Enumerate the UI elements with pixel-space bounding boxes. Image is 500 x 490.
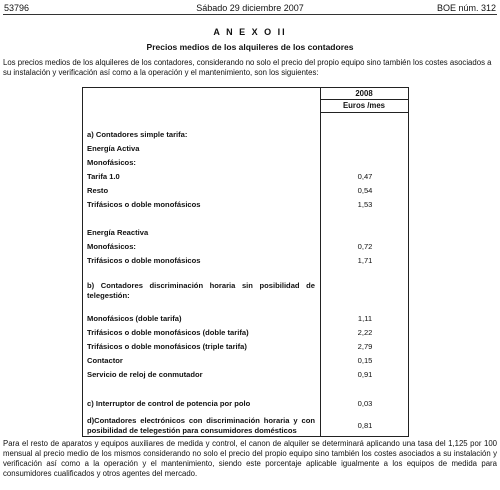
annex-subtitle: Precios medios de los alquileres de los contadores [146, 42, 354, 52]
row-value: 0,15 [357, 356, 373, 365]
row-value: 1,11 [357, 314, 373, 323]
row-label: Energía Reactiva [87, 228, 149, 237]
row-value: 0,47 [357, 172, 373, 181]
journal-issue: BOE núm. 312 [436, 3, 496, 13]
page-number: 53796 [4, 3, 30, 13]
year-header: 2008 [355, 89, 373, 98]
row-label: Trifásicos o doble monofásicos (triple tarifa) [87, 342, 247, 351]
annex-title: A N E X O II [213, 27, 287, 37]
intro-paragraph: Los precios medios de los alquileres de los contadores, considerando no solo el precio del propio equipo sino también los costes asociados a su instalación y verificación así como a la operación y el mantenimiento, son los siguientes: [3, 58, 492, 77]
row-value: 0,03 [357, 399, 373, 408]
row-value: 1,71 [357, 256, 373, 265]
rental-price-table [82, 87, 409, 437]
row-label: Energía Activa [87, 144, 140, 153]
row-label: c) Interruptor de control de potencia por polo [87, 399, 251, 408]
row-value: 2,79 [357, 342, 373, 351]
row-value: 0,91 [357, 370, 373, 379]
row-label: Monofásicos: [87, 158, 136, 167]
row-label: Resto [87, 186, 109, 195]
row-label: Trifásicos o doble monofásicos [87, 200, 201, 209]
unit-header: Euros /mes [342, 101, 386, 110]
unit-divider [320, 112, 408, 113]
row-value: 0,81 [357, 421, 373, 430]
page-header [4, 2, 496, 14]
row-value: 2,22 [357, 328, 373, 337]
row-value: 0,72 [357, 242, 373, 251]
row-label: Trifásicos o doble monofásicos [87, 256, 201, 265]
row-label: Tarifa 1.0 [87, 172, 120, 181]
publication-date: Sábado 29 diciembre 2007 [196, 3, 304, 13]
row-label: a) Contadores simple tarifa: [87, 130, 188, 139]
row-label: d)Contadores electrónicos con discriminación horaria y con posibilidad de telegestión para consumidores domésticos [87, 416, 315, 435]
header-divider [3, 14, 497, 15]
row-label: Monofásicos: [87, 242, 136, 251]
row-label: Contactor [87, 356, 123, 365]
row-value: 1,53 [357, 200, 373, 209]
footer-paragraph: Para el resto de aparatos y equipos auxiliares de medida y control, el canon de alquiler se determinará aplicando una tasa del 1,125 por 100 mensual al precio medio de los mismos considerando no solo el precio del propio equipo sino también los costes asociados a su instalación y verificación así como a la operación y el mantenimiento, siendo este porcentaje aplicable igualmente a los equipos de medida para consumidores cualificados y otros agentes del mercado. [3, 439, 497, 478]
row-label: Monofásicos (doble tarifa) [87, 314, 182, 323]
row-label: b) Contadores discriminación horaria sin posibilidad de telegestión: [87, 281, 315, 300]
row-label: Servicio de reloj de conmutador [87, 370, 203, 379]
row-value: 0,54 [357, 186, 373, 195]
row-label: Trifásicos o doble monofásicos (doble tarifa) [87, 328, 249, 337]
